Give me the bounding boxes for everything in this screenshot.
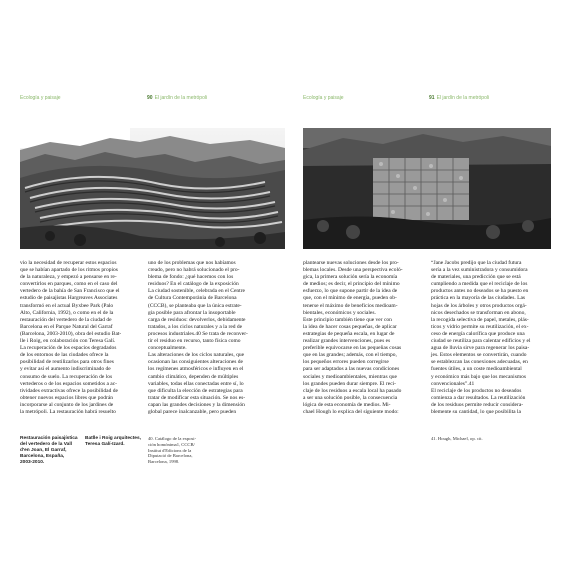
body-text-line: estudio de paisajistas Hargreaves Associates [20, 295, 118, 302]
left-page-header [20, 95, 61, 101]
body-text-line: restauración del vertedero de la ciudad de [20, 316, 112, 323]
photo-caption-credit [85, 436, 141, 448]
body-text-line: que se habían apartado de los ritmos propios [20, 267, 118, 274]
right-page-running-head [429, 95, 489, 101]
body-text-line: obtener nuevos espacios libres que podrán [20, 394, 114, 401]
landfill-terraces-photo [20, 128, 285, 249]
gabion-wall-photo [303, 128, 551, 249]
body-text-line: los regímenes atmosféricos e influyen en el [148, 366, 244, 373]
body-text-line: y evitar así el aumento indiscriminado de [20, 366, 111, 373]
right-running-title: El jardín de la metrópoli [436, 95, 490, 101]
body-text-line: convertirlos en parques, como en el caso del [20, 281, 118, 288]
footnote-line: Institut d'Edicions de la [148, 447, 192, 453]
body-text-line: de materiales, una predicción que se está [431, 274, 521, 281]
left-running-title: El jardín de la metrópoli [154, 95, 208, 101]
body-text-line: de los entornos de las ciudades ofrece la [20, 352, 109, 359]
body-text-line: (Barcelona, 2003-2010), obra del estudio Bat- [20, 330, 122, 337]
body-text-line: tratados, a los ciclos naturales y a la red de [148, 323, 243, 330]
body-text-line: ceso de energía calorífica que produce una [431, 330, 525, 337]
caption-line: Barcelona, España, [20, 454, 65, 459]
body-text-line: blemas locales. Desde una perspectiva ecoló- [303, 267, 403, 274]
body-text-line: (CCCB), se planteaba que la única estrate- [148, 302, 242, 309]
caption-line: del vertedero de la Vall [20, 442, 72, 447]
body-text-line: La recuperación de los espacios degradados [20, 345, 117, 352]
body-text-line: posibilidad de reutilizarlos para otros fines [20, 359, 114, 366]
left-section-label: Ecología y paisaje [20, 95, 61, 101]
body-text-line: variables, todas ellas conectadas entre sí, lo [148, 380, 244, 387]
body-text-line: hojas de los árboles y otros productos orgá- [431, 302, 527, 309]
body-text-line: Alto, California, 1992), o como en el de la [20, 309, 114, 316]
body-text-line: sociales y medioambientales, mientras que [303, 373, 397, 380]
body-text-line: ticos y vidrio permite su reutilización, el ex- [431, 323, 529, 330]
body-text-line: El reciclaje de los productos no deseados [431, 387, 522, 394]
left-column-2 [148, 260, 276, 416]
body-text-line: conceptualmente. [148, 345, 187, 352]
caption-line: 2003-2010. [20, 460, 45, 465]
body-text-line: fuentes útiles, a un coste medioambiental [431, 366, 522, 373]
body-text-line: y económico más bajo que los mecanismos [431, 373, 527, 380]
caption-line: d'en Joan, El Garraf, [20, 448, 67, 453]
body-text-line: bientales, económicos y sociales. [303, 309, 376, 316]
body-text-line: que, con el mínimo de energía, pueden ob- [303, 295, 397, 302]
body-text-line: blema de fondo: ¿qué hacemos con los [148, 274, 234, 281]
right-section-label: Ecología y paisaje [303, 95, 344, 101]
body-text-line: agua de lluvia sirve para regenerar los paisa- [431, 345, 530, 352]
body-text-line: tividades extractivas ofrece la posibilidad de [20, 387, 118, 394]
right-page-number: 91 [429, 95, 435, 101]
body-text-line: Las alteraciones de los ciclos naturales, que [148, 352, 245, 359]
right-column-1 [303, 260, 428, 416]
body-text-line: tratar de modificar esta situación. Se nos es- [148, 394, 246, 401]
body-text-line: vio la necesidad de recuperar estos espacios [20, 260, 117, 266]
left-column-1 [20, 260, 148, 416]
body-text-line: se establezcan las conexiones adecuadas, en [431, 359, 528, 366]
body-text-line: ocasionan las consiguientes alteraciones de [148, 359, 243, 366]
body-text-line: la recogida selectiva de papel, metales, plás- [431, 316, 529, 323]
body-text-line: carga de residuos: devolverlos, debidamente [148, 316, 246, 323]
body-text-line: de los residuos permite reducir considera- [431, 401, 524, 408]
body-text-line: que dificulta la elección de estrategias para [148, 387, 243, 394]
body-text-line: cumpliendo a medida que el reciclaje de los [431, 281, 528, 288]
right-page-header [303, 95, 344, 101]
body-text-line: gica, la primera solución sería la economía [303, 274, 398, 281]
left-page-running-head [147, 95, 207, 101]
body-text-line: nicos desechados se transforman en abono, [431, 309, 526, 316]
body-text-line: capan las grandes decisiones y la dimensión [148, 401, 245, 408]
body-text-line: de Cultura Contemporània de Barcelona [148, 295, 237, 302]
body-text-line: práctica en la mayoría de las ciudades. Las [431, 295, 526, 302]
footnote-line: Barcelona, 1998. [148, 459, 180, 465]
body-text-line: ciudad se reutiliza para calentar edificios y el [431, 338, 531, 345]
body-text-line: plantearse nuevas soluciones desde los pro- [303, 260, 399, 266]
body-text-line: transformó en el actual Byxbee Park (Palo [20, 302, 114, 309]
body-text-line: a ser una solución posible, la consecuencia [303, 394, 398, 401]
body-text-line: de medios; es decir, el principio del mínimo [303, 281, 400, 288]
footnote-41 [431, 436, 483, 442]
body-text-line: jes. Estos elementos se convertirán, cuando [431, 352, 527, 359]
footnote-line: 40. Catálogo de la exposi- [148, 436, 197, 441]
left-page-number: 90 [147, 95, 153, 101]
body-text-line: para ser adaptados a las nuevas condiciones [303, 366, 400, 373]
body-text-line: productos antes no deseados se ha puesto en [431, 288, 529, 295]
body-text-line: estrategias de pequeña escala, en lugar de [303, 330, 395, 337]
body-text-line: “Jane Jacobs predijo que la ciudad futura [431, 260, 522, 266]
footnote-line: Diputació de Barcelona, [148, 453, 193, 459]
caption-line: Batlle i Roig arquitectes, [85, 436, 141, 441]
body-text-line: creado, pero no habrá solucionado el pro- [148, 267, 240, 274]
body-text-line: que en las grandes; además, con el tiempo, [303, 352, 397, 359]
footnote-40 [148, 436, 196, 465]
body-text-line: Barcelona en el Parque Natural del Garraf [20, 323, 113, 330]
body-text-line: vertedero de la bahía de San Francisco que el [20, 288, 120, 295]
body-text-line: global parece inalcanzable, pero pueden [148, 408, 237, 415]
photo-caption-left [20, 436, 78, 466]
body-text-line: Este principio también tiene que ver con [303, 316, 392, 323]
body-text-line: preferible equivocarse en las pequeñas cosas [303, 345, 402, 352]
body-text-line: los pequeños errores pueden corregirse [303, 359, 389, 366]
body-text-line: blemente su cantidad, lo que posibilita la [431, 408, 521, 415]
body-text-line: vertederos o de los espacios sometidos a ac- [20, 380, 117, 387]
body-text-line: claje de los residuos a escala local ha pasado [303, 387, 402, 394]
body-text-line: esfuerzo, lo que supone partir de la idea de [303, 288, 398, 295]
body-text-line: cambio climático, dependen de múltiples [148, 373, 239, 380]
body-text-line: consumo de suelo. La recuperación de los [20, 373, 113, 380]
body-text-line: chael Hough lo explica del siguiente modo: [303, 408, 399, 415]
body-text-line: residuos? En el catálogo de la exposición [148, 281, 239, 288]
body-text-line: tenerse el máximo de beneficios medioam- [303, 302, 398, 309]
body-text-line: la idea de hacer cosas pequeñas, de aplicar [303, 323, 397, 330]
body-text-line: de la naturaleza, y empezó a pensarse en re- [20, 274, 117, 281]
body-text-line: uno de los problemas que nos habíamos [148, 260, 236, 266]
footnote-line: 41. Hough, Michael, op. cit. [431, 436, 483, 441]
caption-line: Teresa Galí-Izard. [85, 442, 125, 447]
body-text-line: La ciudad sostenible, celebrada en el Centre [148, 288, 245, 295]
body-text-line: incorporarse al conjunto de los jardines de [20, 401, 114, 408]
body-text-line: la metrópoli. La restauración habrá resuelto [20, 408, 116, 415]
body-text-line: los grandes pueden durar siempre. El reci- [303, 380, 397, 387]
body-text-line: procesos industriales.40 Se trata de reconver- [148, 330, 248, 337]
footnote-line: ción homónima1, CCCB/ [148, 441, 195, 447]
caption-line: Restauración paisajística [20, 436, 78, 441]
body-text-line: sería a la vez suministradora y consumidora [431, 267, 528, 274]
body-text-line: tir el residuo en recurso, tanto física como [148, 338, 241, 345]
body-text-line: comienza a dar resultados. La reutilización [431, 394, 526, 401]
body-text-line: gia posible para afrontar la insoportable [148, 309, 236, 316]
body-text-line: realizar grandes intervenciones, pues es [303, 338, 391, 345]
body-text-line: lle i Roig, en colaboración con Teresa Galí. [20, 338, 116, 345]
body-text-line: convencionales”.41 [431, 380, 475, 387]
right-column-2 [431, 260, 556, 416]
body-text-line: lógica de esta economía de medios. Mi- [303, 401, 391, 408]
